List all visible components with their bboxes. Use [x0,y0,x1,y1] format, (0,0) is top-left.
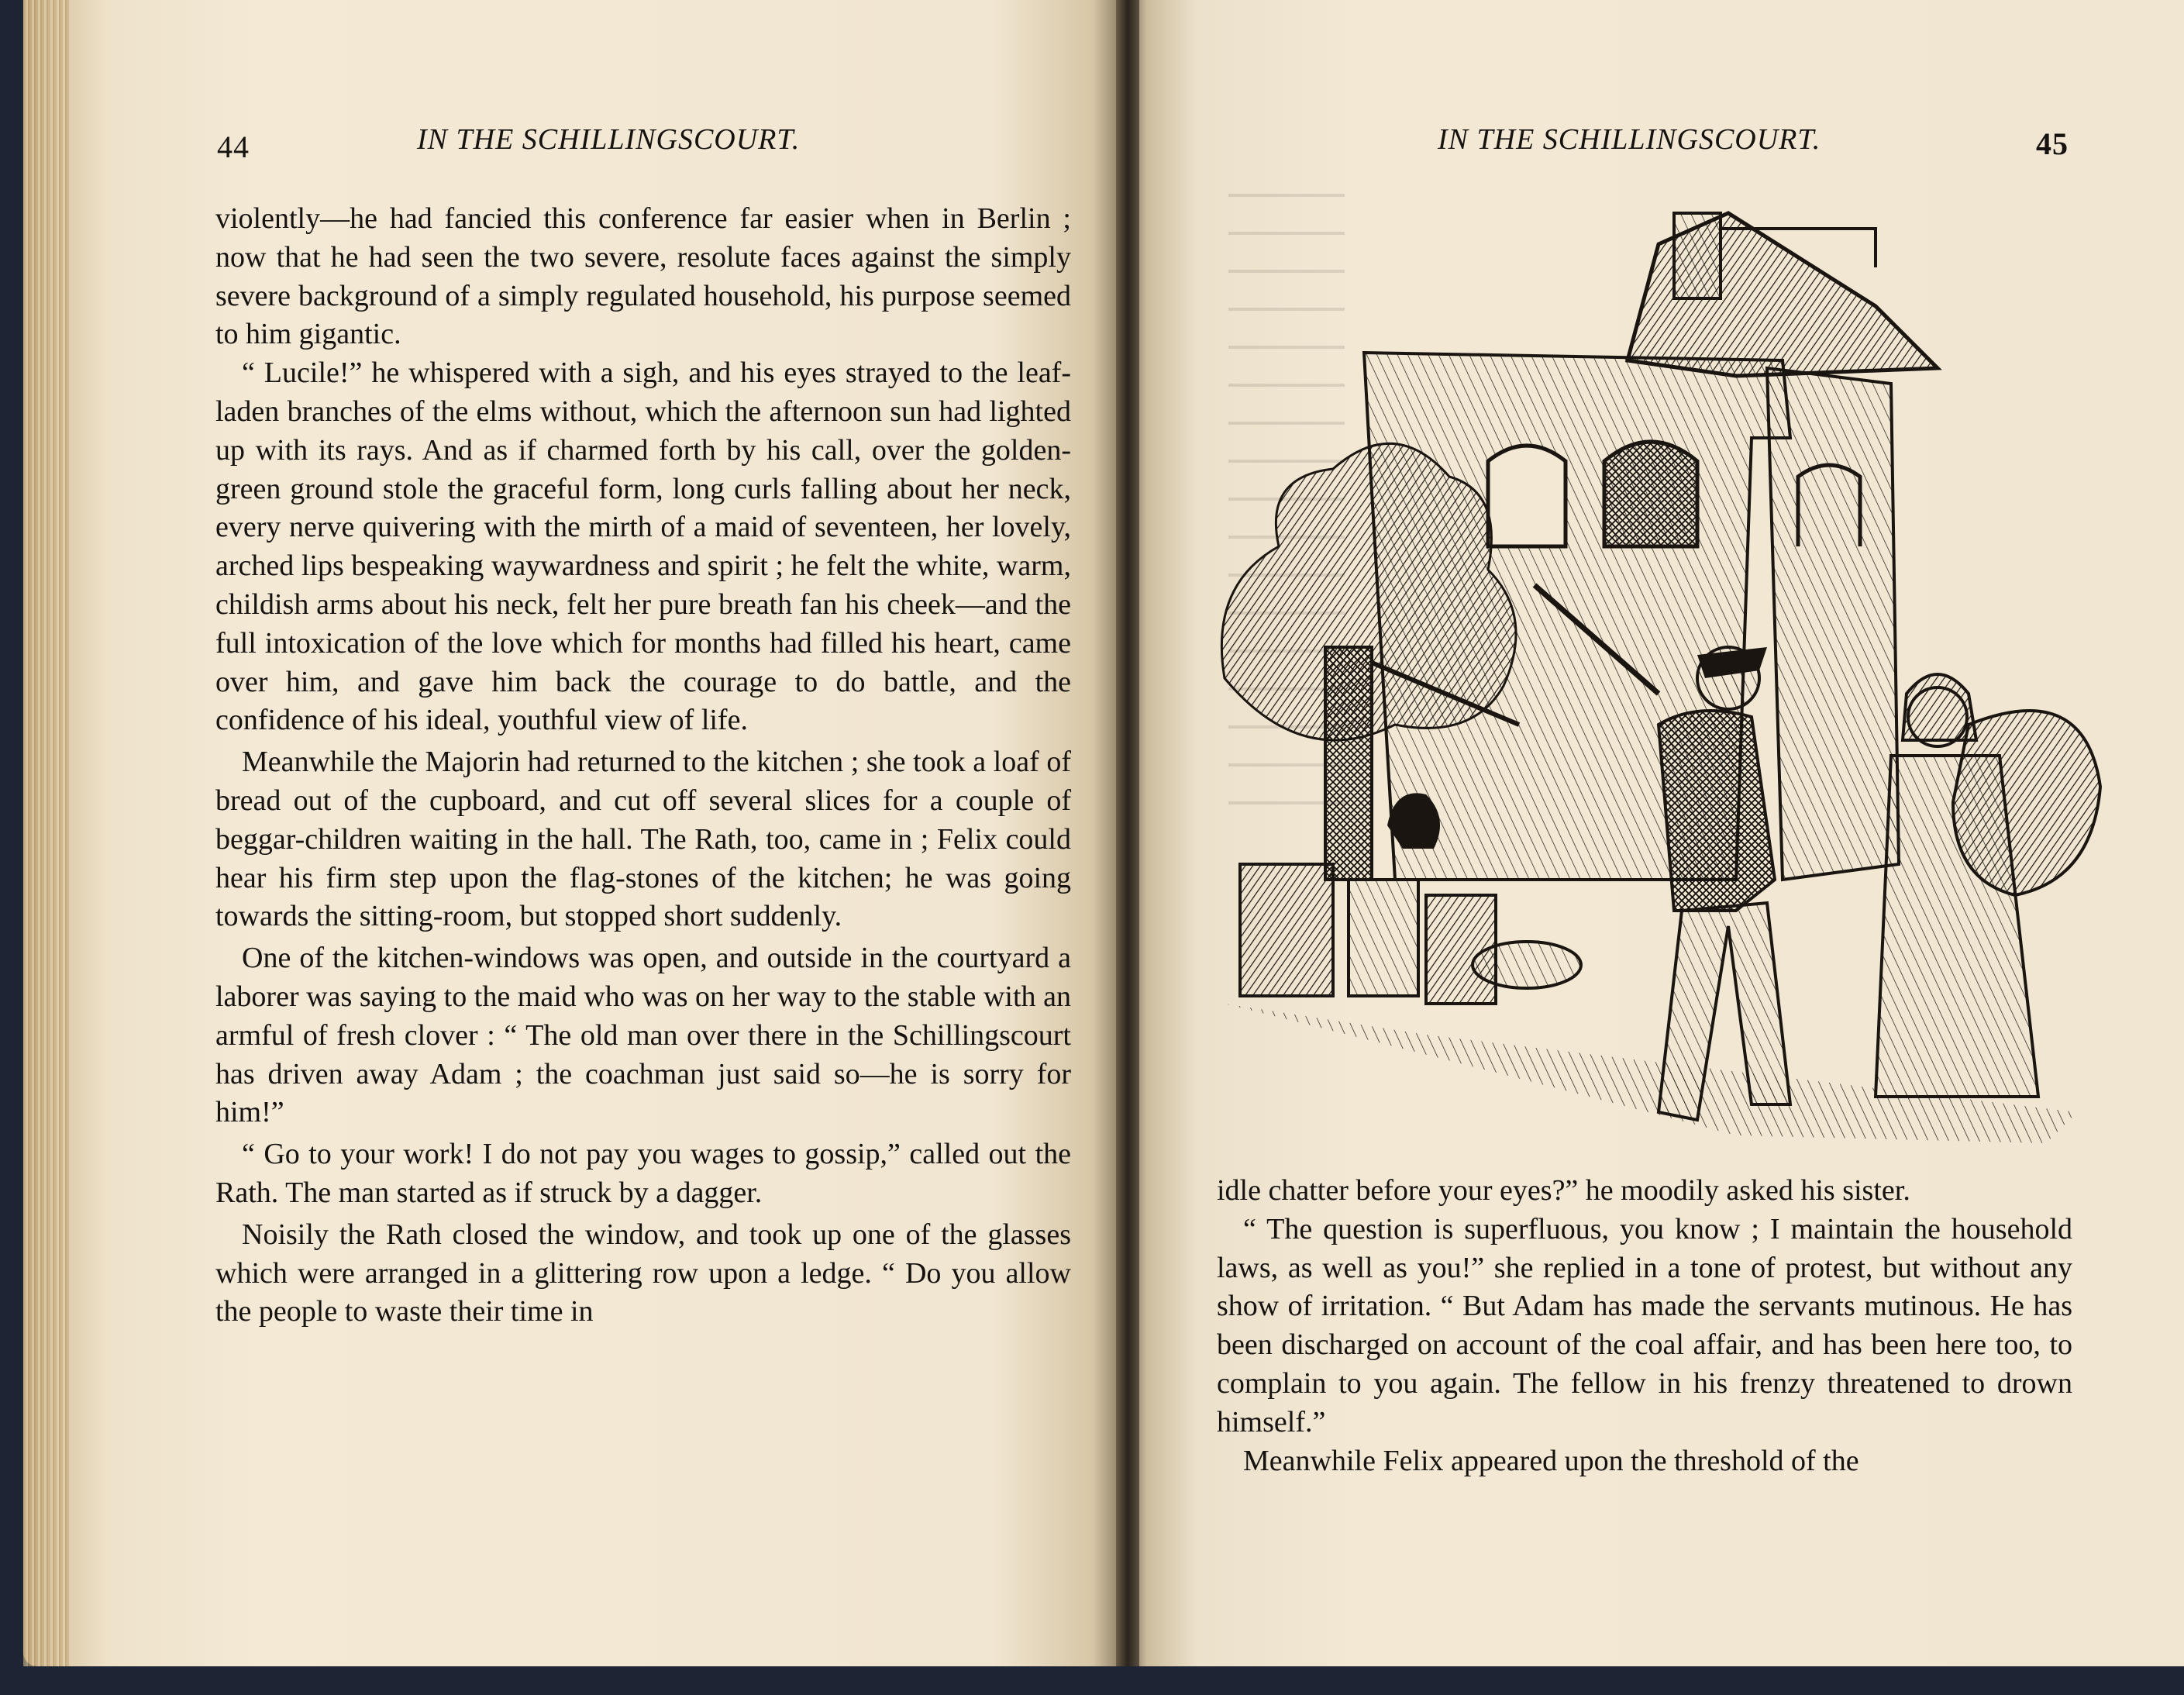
right-page-number: 45 [2036,126,2069,161]
paragraph: “ Lucile!” he whispered with a sigh, and his eyes strayed to the leaf-laden branches of the elms without, which the afternoon sun had lighted up with its rays. And as if charmed forth by his call, over the golden-green ground stole the graceful form, long curls falling about her neck, every nerve quivering with the mirth of a maid of seventeen, her lovely, arched lips bespeaking waywardness and spirit ; he felt the white, warm, childish arms about his neck, felt her pure breath fan his cheek—and the full intoxication of the love which for months had filled his heart, came over him, and gave him back the courage to do battle, and the confidence of his ideal, youthful view of life. [215,357,1071,737]
paragraph: Meanwhile Felix appeared upon the threshold of the [1243,1444,1859,1477]
paragraph: violently—he had fancied this conference far easier when in Berlin ; now that he had seen the two severe, resolute faces against the simply severe background of a simply regulated household, his purpose seemed to him gigantic. [215,202,1071,351]
right-page-text [1217,1172,2072,1480]
book-gutter [1116,0,1139,1666]
page-edge-stack [23,0,70,1666]
engraving-illustration [1194,182,2108,1166]
courtyard-scene-image [1194,182,2108,1166]
right-running-head: IN THE SCHILLINGSCOURT. [1438,123,1821,156]
left-page-text [215,200,1071,1332]
paragraph: “ The question is superfluous, you know ; I maintain the household laws, as well as you!” she replied in a tone of protest, but without any show of irritation. “ But Adam has made the servants mutinous. He has been discharged on account of the coal affair, and has been here too, to complain to you again. The fellow in his frenzy threatened to drown himself.” [1217,1212,2072,1438]
paragraph: Meanwhile the Majorin had returned to the kitchen ; she took a loaf of bread out of the cupboard, and cut off several slices for a couple of beggar-children waiting in the hall. The Rath, too, came in ; Felix could hear his firm step upon the flag-stones of the kitchen; he was going towards the sitting-room, but stopped short suddenly. [215,746,1071,933]
paragraph: “ Go to your work! I do not pay you wages to gossip,” called out the Rath. The man started as if struck by a dagger. [215,1138,1071,1209]
left-page-number: 44 [217,129,250,164]
paragraph: One of the kitchen-windows was open, and outside in the courtyard a laborer was saying to the maid who was on her way to the stable with an armful of fresh clover : “ The old man over there in the Schillingscourt has driven away Adam ; the coachman just said so—he is sorry for him!” [215,942,1071,1129]
left-running-head: IN THE SCHILLINGSCOURT. [417,123,801,156]
paragraph: Noisily the Rath closed the window, and took up one of the glasses which were arranged in a glittering row upon a ledge. “ Do you allow the people to waste their time in [215,1218,1071,1328]
paragraph: idle chatter before your eyes?” he moodily asked his sister. [1217,1174,1910,1207]
